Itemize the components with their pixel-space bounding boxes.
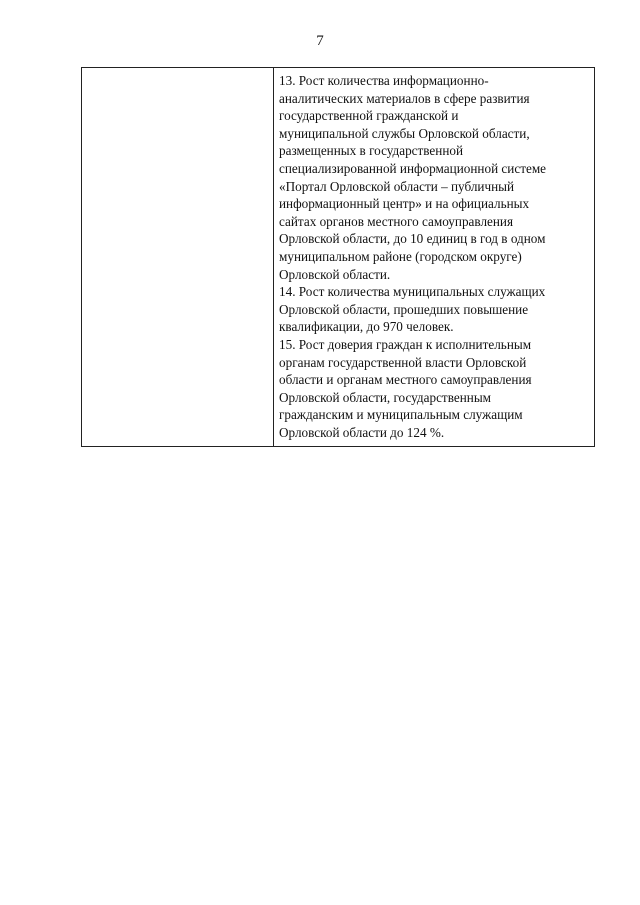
text-line: «Портал Орловской области – публичный <box>279 178 515 194</box>
text-line: области и органам местного самоуправления <box>279 372 532 388</box>
text-line: 15. Рост доверия граждан к исполнительным <box>279 336 532 352</box>
page-number: 7 <box>316 33 324 49</box>
text-line: Орловской области. <box>279 266 391 282</box>
text-line: 14. Рост количества муниципальных служащих <box>279 284 546 300</box>
text-line: Орловской области, прошедших повышение <box>279 301 529 317</box>
table-left-cell <box>82 68 274 446</box>
text-line: 13. Рост количества информационно- <box>279 73 489 88</box>
text-line: муниципальном районе (городском округе) <box>279 248 522 264</box>
text-line: государственной гражданской и <box>279 108 459 124</box>
table-right-cell <box>274 68 594 446</box>
text-line: специализированной информационной системе <box>279 160 547 176</box>
text-line: Орловской области, до 10 единиц в год в одном <box>279 231 546 247</box>
text-line: аналитических материалов в сфере развития <box>279 90 530 106</box>
text-line: информационный центр» и на официальных <box>279 196 530 212</box>
text-line: органам государственной власти Орловской <box>279 354 527 370</box>
text-line: Орловской области до 124 %. <box>279 424 445 440</box>
text-line: гражданским и муниципальным служащим <box>279 407 523 423</box>
text-line: муниципальной службы Орловской области, <box>279 125 530 141</box>
text-line: размещенных в государственной <box>279 143 464 159</box>
text-line: квалификации, до 970 человек. <box>279 319 454 335</box>
text-line: Орловской области, государственным <box>279 389 492 405</box>
indicators-table <box>81 67 595 447</box>
text-line: сайтах органов местного самоуправления <box>279 213 514 229</box>
